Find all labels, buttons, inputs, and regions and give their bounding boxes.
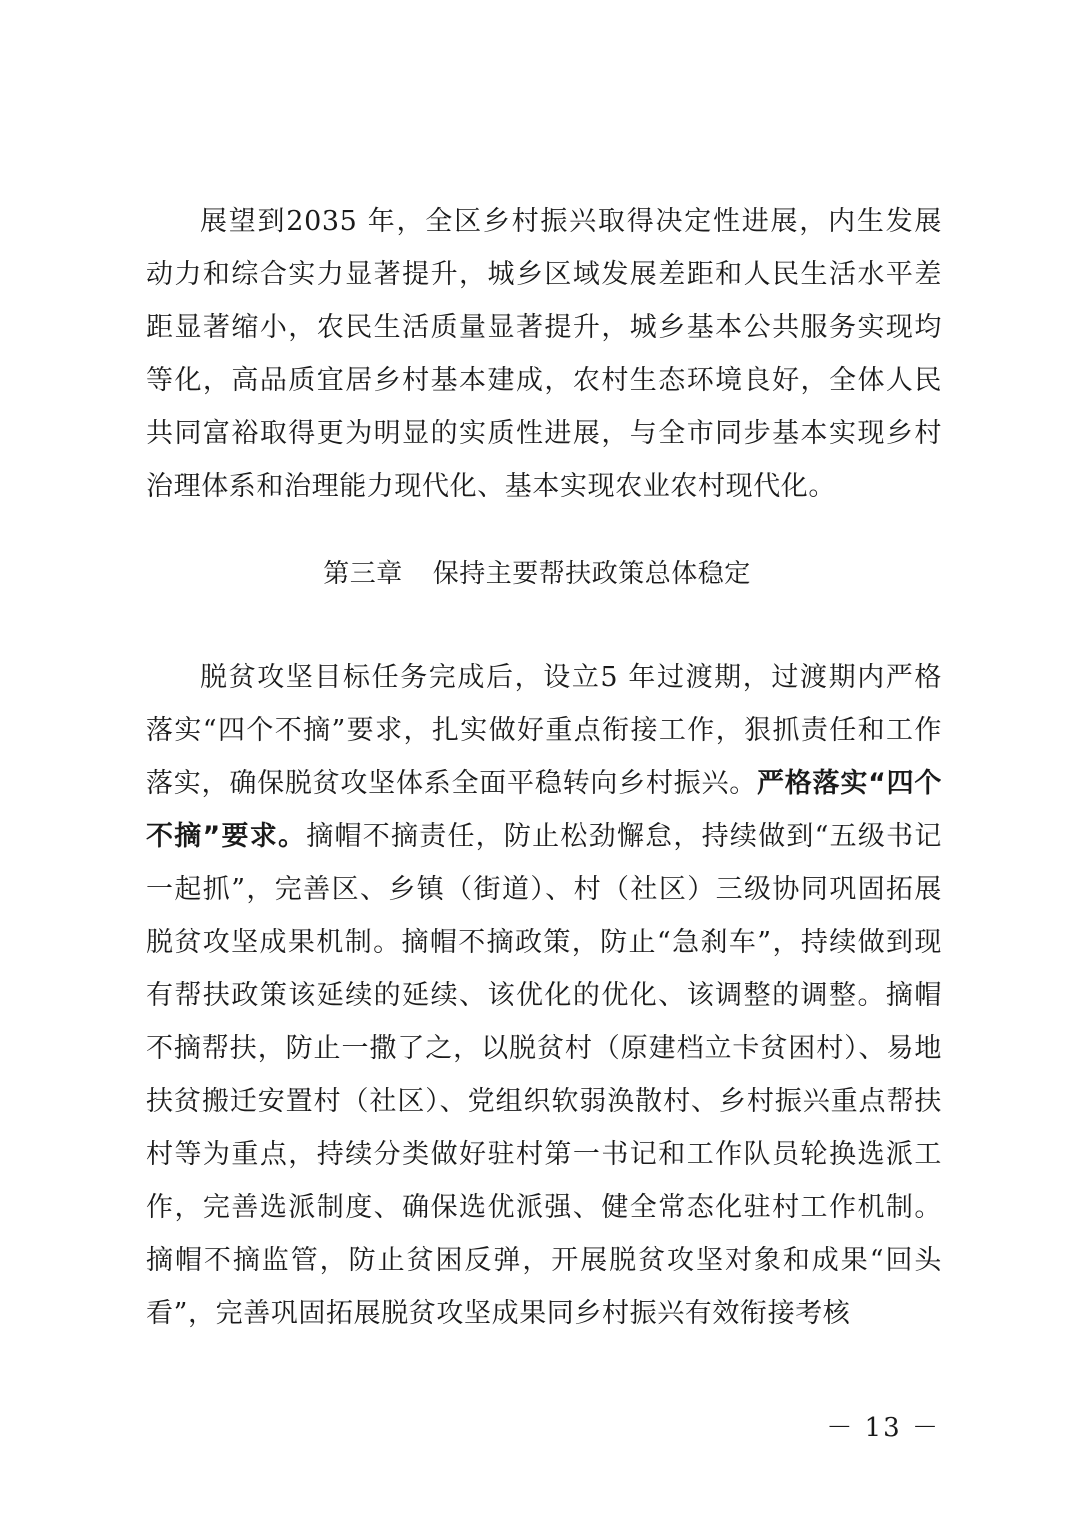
chapter-title-text: 保持主要帮扶政策总体稳定 [432, 559, 751, 589]
chapter-number: 第三章 [323, 559, 403, 589]
paragraph-transition-period [146, 651, 942, 1340]
paragraph-vision-2035: 展望到2035 年，全区乡村振兴取得决定性进展，内生发展动力和综合实力显著提升，城乡区域发展差距和人民生活水平差距显著缩小，农民生活质量显著提升，城乡基本公共服务实现均等化，高品质宜居乡村基本建成，农村生态环境良好，全体人民共同富裕取得更为明显的实质性进展，与全市同步基本实现乡村治理体系和治理能力现代化、基本实现农业农村现代化。 [146, 206, 942, 502]
paragraph-intro: 脱贫攻坚目标任务完成后，设立5 年过渡期，过渡期内严格落实“四个不摘”要求，扎实做好重点衔接工作，狠抓责任和工作落实，确保脱贫攻坚体系全面平稳转向乡村振兴。 [146, 662, 942, 799]
page-number: － 13 － [826, 1413, 940, 1443]
bold-lead-sentence: 严格落实“四个不摘”要求。 [146, 768, 942, 852]
paragraph-body: 摘帽不摘责任，防止松劲懈怠，持续做到“五级书记一起抓”，完善区、乡镇（街道）、村（社区）三级协同巩固拓展脱贫攻坚成果机制。摘帽不摘政策，防止“急刹车”，持续做到现有帮扶政策该延续的延续、该优化的优化、该调整的调整。摘帽不摘帮扶，防止一撒了之，以脱贫村（原建档立卡贫困村）、易地扶贫搬迁安置村（社区）、党组织软弱涣散村、乡村振兴重点帮扶村等为重点，持续分类做好驻村第一书记和工作队员轮换选派工作，完善选派制度、确保选优派强、健全常态化驻村工作机制。摘帽不摘监管，防止贫困反弹，开展脱贫攻坚对象和成果“回头看”，完善巩固拓展脱贫攻坚成果同乡村振兴有效衔接考核 [146, 821, 942, 1329]
chapter-heading [0, 552, 1074, 596]
